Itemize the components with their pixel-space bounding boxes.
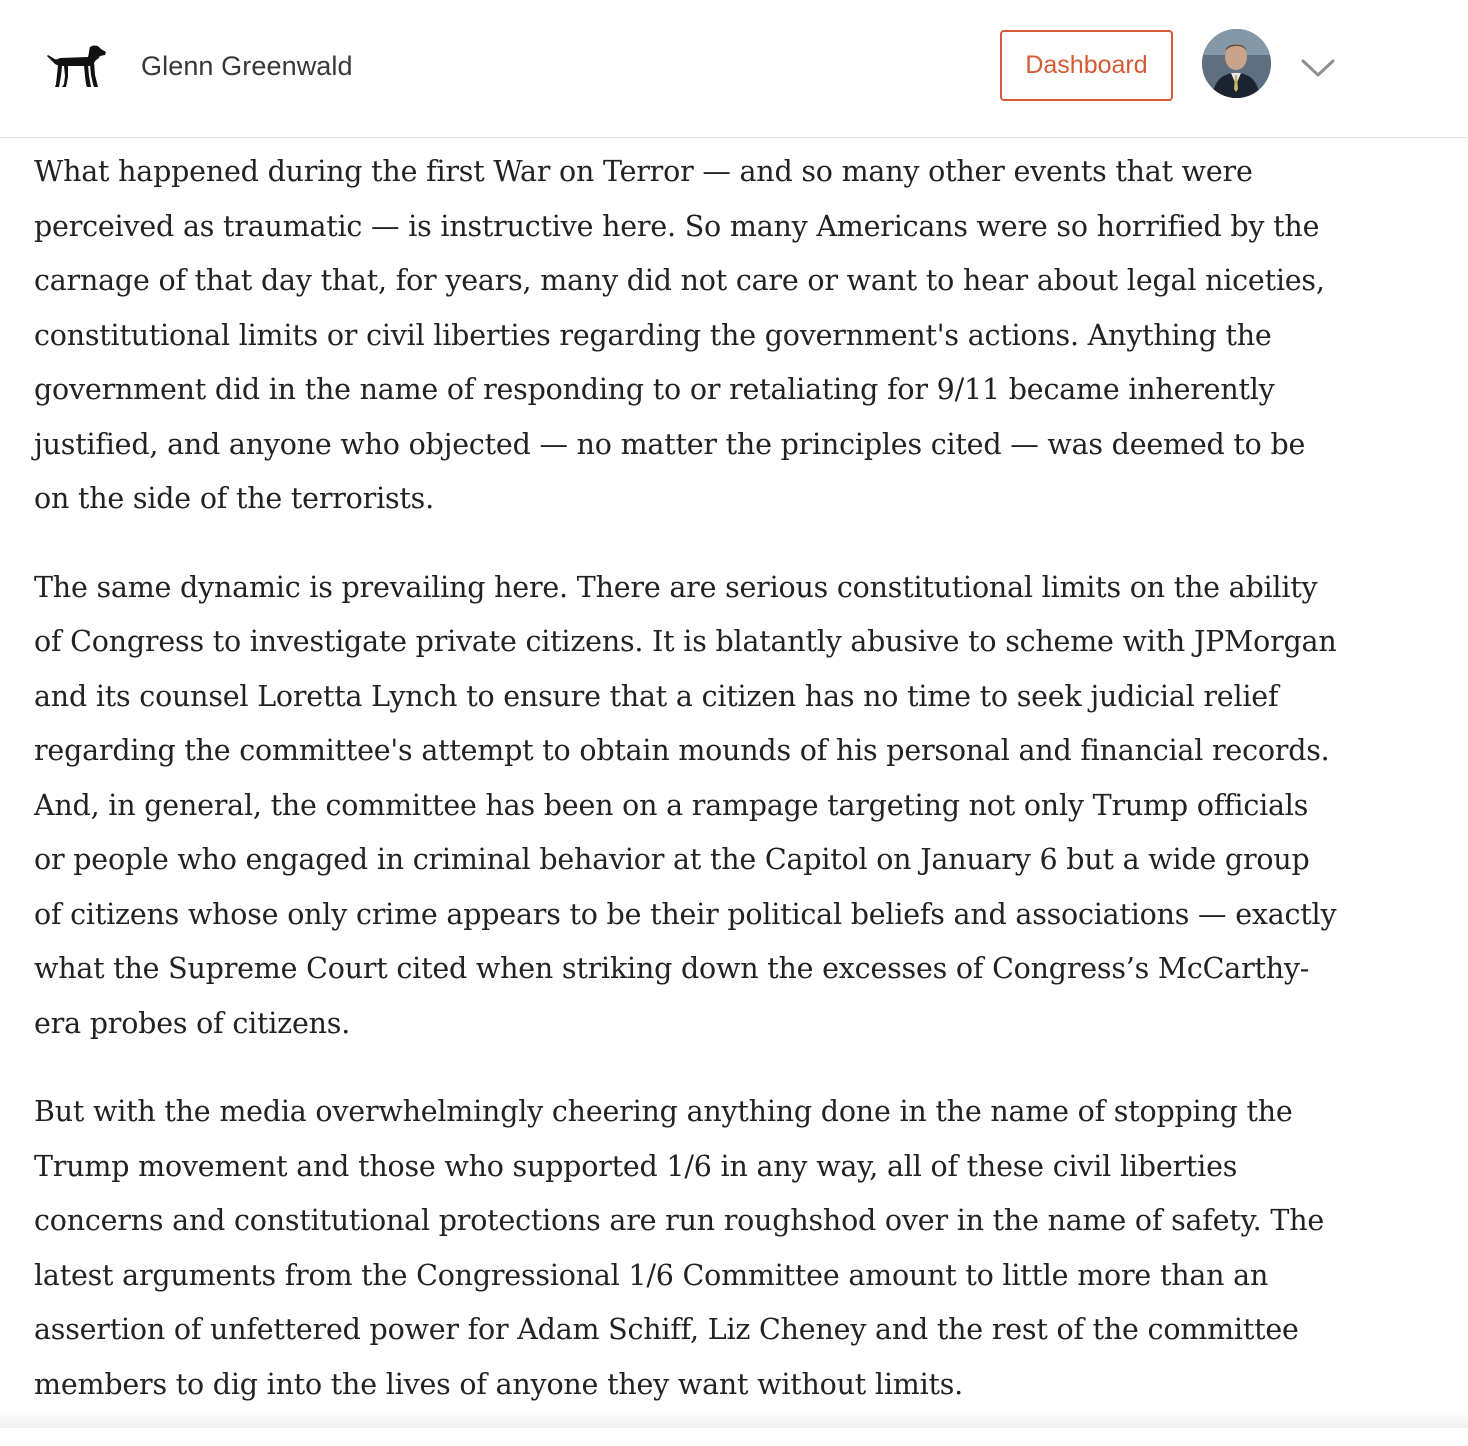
dog-icon[interactable] [44,44,108,90]
dashboard-button[interactable]: Dashboard [1000,30,1173,101]
user-avatar[interactable] [1202,29,1271,98]
bottom-scroll-fade [0,1410,1468,1428]
article-body [34,145,1344,1446]
article-paragraph: What happened during the first War on Terror — and so many other events that were perceived as traumatic — is instructive here. So many Americans were so horrified by the carnage of that day that, for years, many did not care or want to hear about legal niceties, constitutional limits or civil liberties regarding the government's actions. Anything the government did in the name of responding to or retaliating for 9/11 became inherently justified, and anyone who objected — no matter the principles cited — was deemed to be on the side of the terrorists. [34,155,1325,515]
article-paragraph: But with the media overwhelmingly cheering anything done in the name of stopping the Trump movement and those who supported 1/6 in any way, all of these civil liberties concerns and constitutional protections are run roughshod over in the name of safety. The latest arguments from the Congressional 1/6 Committee amount to little more than an assertion of unfettered power for Adam Schiff, Liz Cheney and the rest of the committee members to dig into the lives of anyone they want without limits. [34,1095,1325,1401]
article-paragraph: The same dynamic is prevailing here. There are serious constitutional limits on the ability of Congress to investigate private citizens. It is blatantly abusive to scheme with JPMorgan and its counsel Loretta Lynch to ensure that a citizen has no time to seek judicial relief regarding the committee's attempt to obtain mounds of his personal and financial records. And, in general, the committee has been on a rampage targeting not only Trump officials or people who engaged in criminal behavior at the Capitol on January 6 but a wide group of citizens whose only crime appears to be their political beliefs and associations — exactly what the Supreme Court cited when striking down the excesses of Congress’s McCarthy-era probes of citizens. [34,570,1337,1040]
top-navigation-bar [0,0,1468,138]
chevron-down-icon[interactable] [1300,54,1336,82]
publication-name[interactable]: Glenn Greenwald [141,51,353,81]
